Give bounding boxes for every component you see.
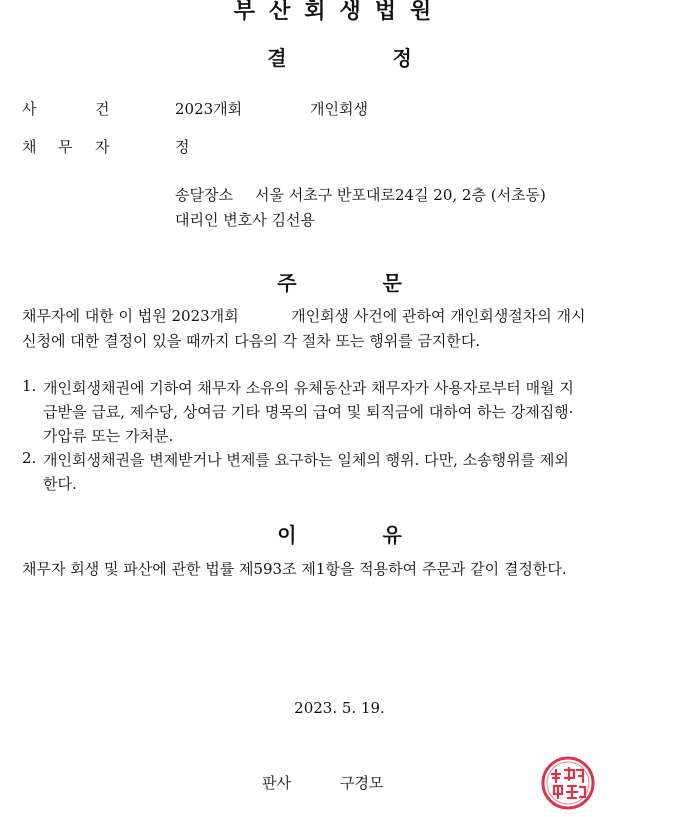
document-title (0, 42, 679, 71)
judge-title: 판사 (262, 774, 291, 792)
order-item-1-line3: 가압류 또는 가처분. (43, 427, 174, 445)
order-heading (0, 267, 679, 296)
case-type: 개인회생 (310, 100, 368, 118)
debtor-label-2: 무 (58, 138, 73, 156)
order-intro-line2: 신청에 대한 결정이 있을 때까지 다음의 각 절차 또는 행위를 금지한다. (22, 332, 481, 350)
debtor-name: 정 (175, 138, 190, 156)
case-label-left: 사 (22, 100, 37, 118)
service-label: 송달장소 (175, 186, 233, 204)
reason-heading-left: 이 (277, 523, 297, 547)
order-item-2-line1: 개인회생채권을 변제받거나 변제를 요구하는 일체의 행위. 다만, 소송행위를 제외 (43, 451, 569, 469)
reason-heading-right: 유 (382, 523, 402, 547)
title-left: 결 (267, 46, 287, 70)
legal-agent: 대리인 변호사 김선용 (175, 211, 315, 229)
order-intro-line1: 채무자에 대한 이 법원 2023개회 개인회생 사건에 관하여 개인회생절차의 개시 (22, 307, 586, 325)
order-item-2-number: 2. (22, 449, 37, 467)
judge-name: 구경모 (340, 774, 384, 792)
reason-heading (0, 519, 679, 548)
order-item-1-line1: 개인회생채권에 기하여 채무자 소유의 유체동산과 채무자가 사용자로부터 매월 지 (43, 379, 574, 397)
order-item-2-line2: 한다. (43, 475, 77, 493)
judge-seal-stamp (541, 756, 595, 810)
reason-text: 채무자 회생 및 파산에 관한 법률 제593조 제1항을 적용하여 주문과 같이 결정한다. (22, 560, 567, 578)
service-address: 서울 서초구 반포대로24길 20, 2층 (서초동) (255, 186, 546, 204)
case-label-right: 건 (95, 100, 110, 118)
order-heading-right: 문 (382, 271, 402, 295)
order-item-1-number: 1. (22, 377, 37, 395)
case-number: 2023개회 (175, 100, 243, 118)
title-right: 정 (392, 46, 412, 70)
debtor-label-3: 자 (95, 138, 110, 156)
decision-date: 2023. 5. 19. (294, 699, 385, 717)
court-name: 부산회생법원 (233, 0, 446, 24)
order-heading-left: 주 (277, 271, 297, 295)
debtor-label-1: 채 (22, 138, 37, 156)
order-item-1-line2: 급받을 급료, 제수당, 상여금 기타 명목의 급여 및 퇴직금에 대하여 하는 강제집행· (43, 403, 574, 421)
